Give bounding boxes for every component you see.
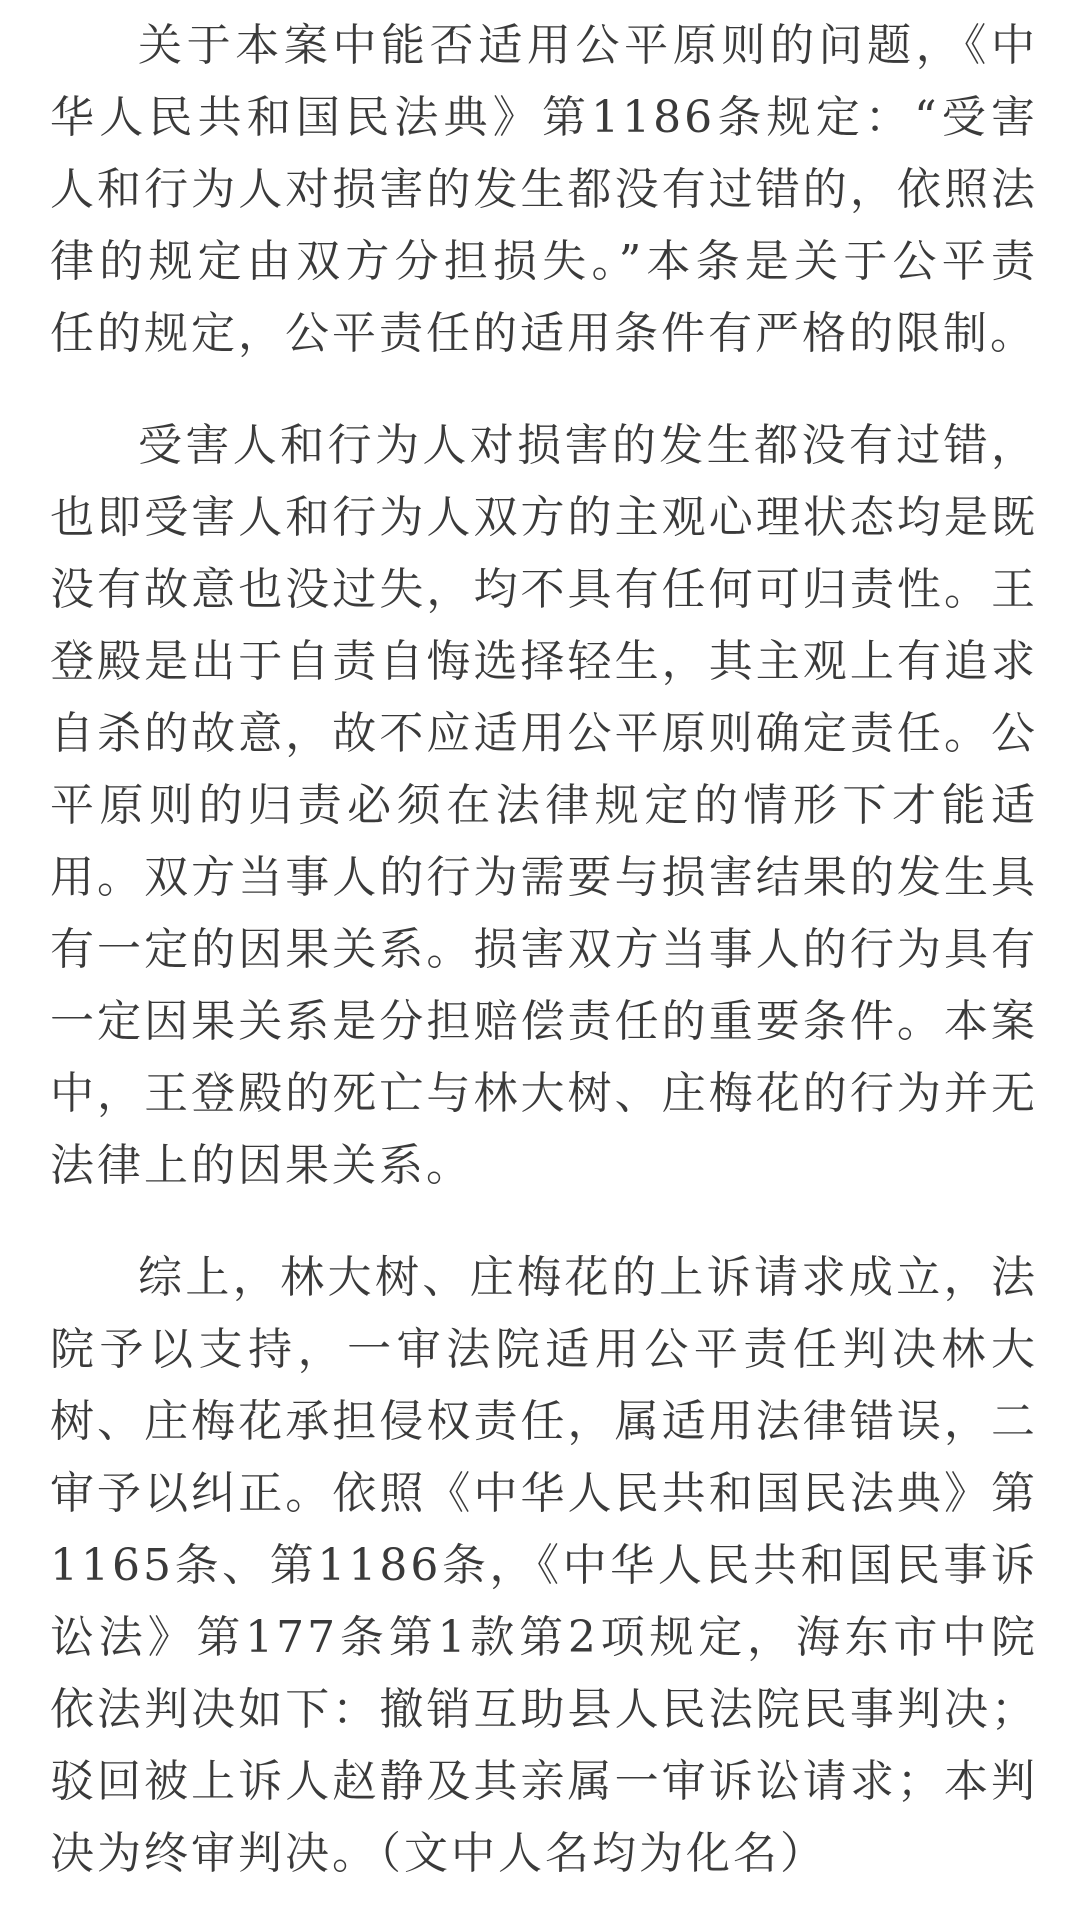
paragraph-no-fault-analysis: 受害人和行为人对损害的发生都没有过错，也即受害人和行为人双方的主观心理状态均是既没有故意也没过失，均不具有任何可归责性。王登殿是出于自责自悔选择轻生，其主观上有追求自杀的故意，故不应适用公平原则确定责任。公平原则的归责必须在法律规定的情形下才能适用。双方当事人的行为需要与损害结果的发生具有一定的因果关系。损害双方当事人的行为具有一定因果关系是分担赔偿责任的重要条件。本案中，王登殿的死亡与林大树、庄梅花的行为并无法律上的因果关系。	[50, 420, 1038, 1191]
paragraph-fairness-principle: 关于本案中能否适用公平原则的问题，《中华人民共和国民法典》第1186条规定：“受害人和行为人对损害的发生都没有过错的，依照法律的规定由双方分担损失。”本条是关于公平责任的规定，公平责任的适用条件有严格的限制。	[50, 20, 1038, 359]
article-body	[50, 10, 1038, 1890]
paragraph-judgment: 综上，林大树、庄梅花的上诉请求成立，法院予以支持，一审法院适用公平责任判决林大树、庄梅花承担侵权责任，属适用法律错误，二审予以纠正。依照《中华人民共和国民法典》第1165条、第1186条，《中华人民共和国民事诉讼法》第177条第1款第2项规定，海东市中院依法判决如下：撤销互助县人民法院民事判决；驳回被上诉人赵静及其亲属一审诉讼请求；本判决为终审判决。（文中人名均为化名）	[50, 1252, 1038, 1879]
